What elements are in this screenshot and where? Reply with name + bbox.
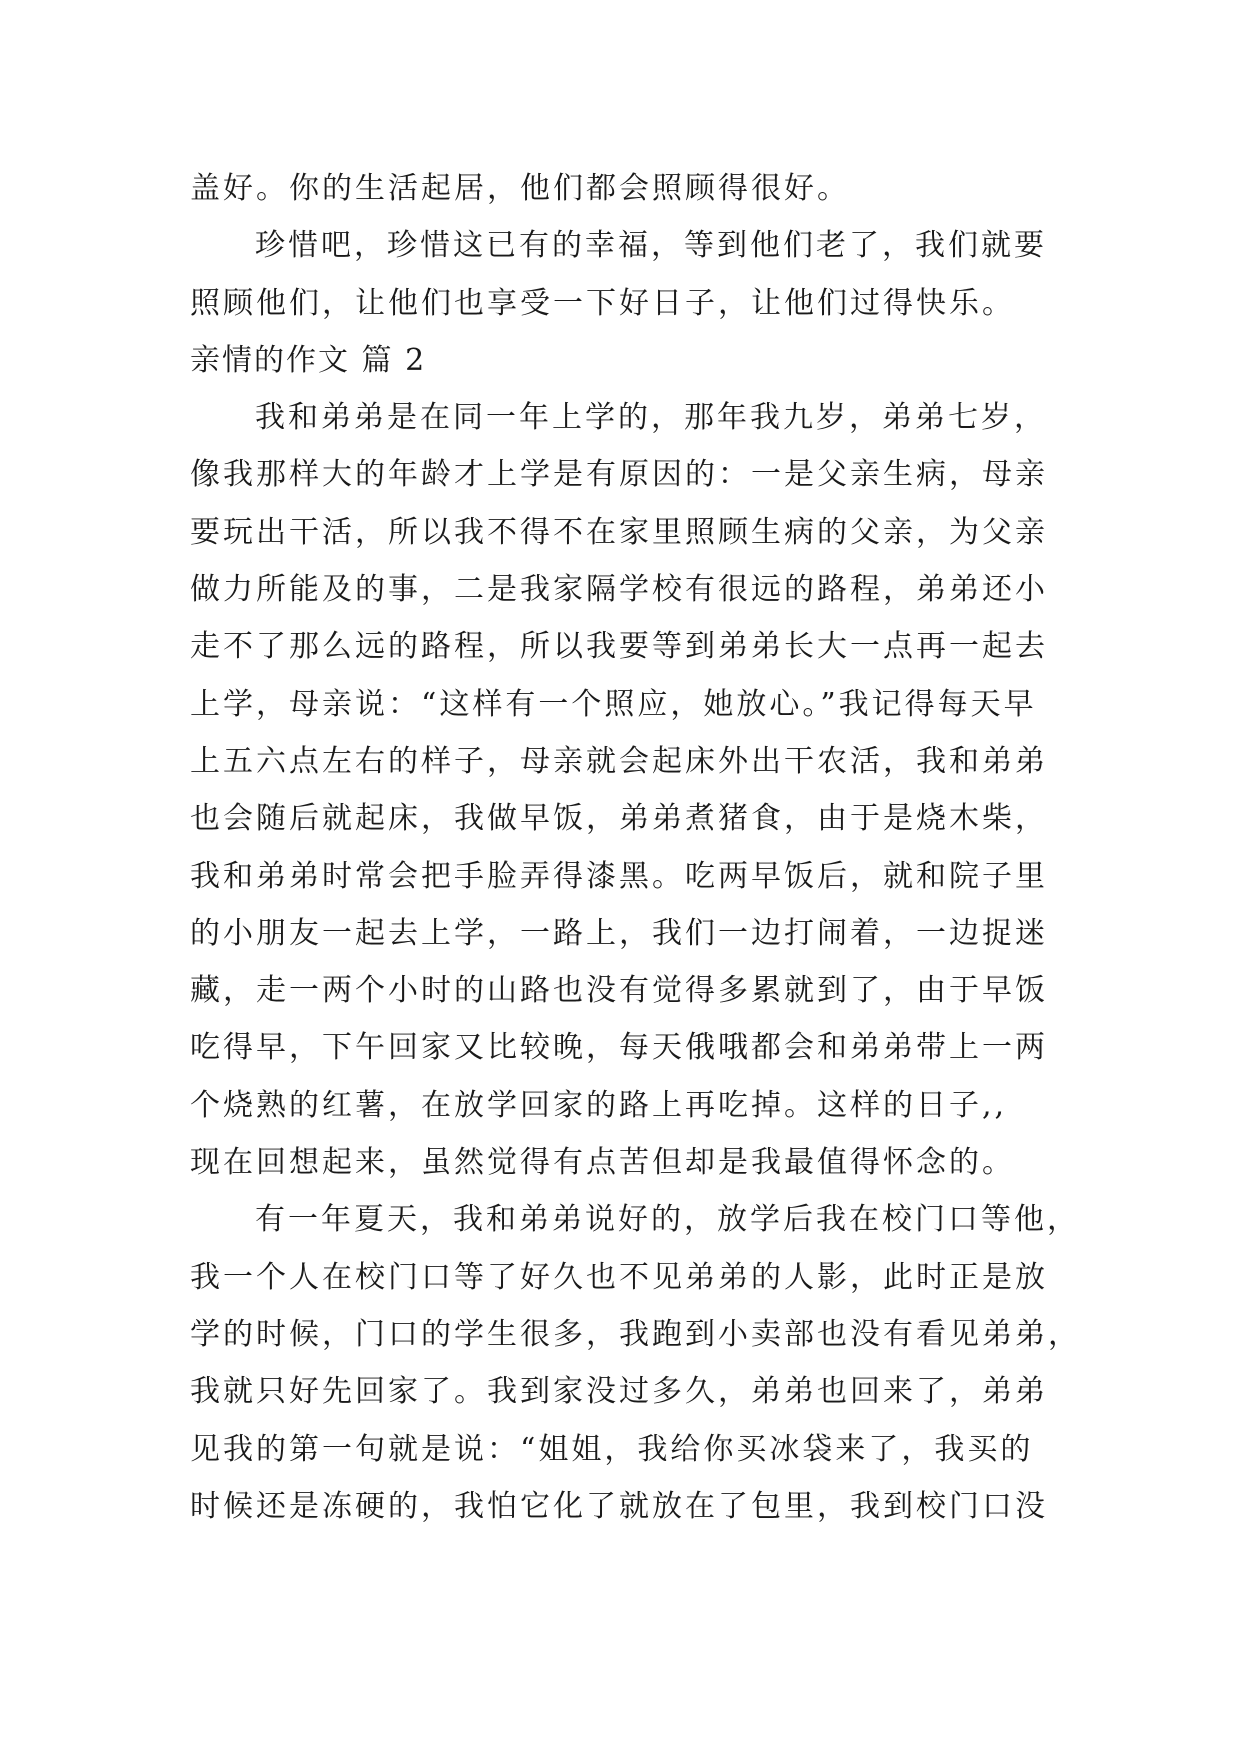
text-line: 的小朋友一起去上学，一路上，我们一边打闹着，一边捉迷 bbox=[190, 915, 1048, 951]
text-line: 我和弟弟是在同一年上学的，那年我九岁，弟弟七岁， bbox=[255, 400, 1047, 436]
text-line: 我和弟弟时常会把手脸弄得漆黑。吃两早饭后，就和院子里 bbox=[190, 858, 1048, 894]
section-heading: 亲情的作文 篇 2 bbox=[190, 342, 427, 378]
text-line: 藏，走一两个小时的山路也没有觉得多累就到了，由于早饭 bbox=[190, 973, 1048, 1009]
text-line: 现在回想起来，虽然觉得有点苦但却是我最值得怀念的。 bbox=[190, 1145, 1015, 1181]
text-line: 也会随后就起床，我做早饭，弟弟煮猪食，由于是烧木柴， bbox=[190, 801, 1048, 837]
document-body bbox=[190, 160, 1081, 1535]
text-line: 上五六点左右的样子，母亲就会起床外出干农活，我和弟弟 bbox=[190, 743, 1048, 779]
text-line: 要玩出干活，所以我不得不在家里照顾生病的父亲，为父亲 bbox=[190, 514, 1048, 550]
text-line: 见我的第一句就是说：“姐姐，我给你买冰袋来了，我买的 bbox=[190, 1431, 1034, 1467]
text-line: 走不了那么远的路程，所以我要等到弟弟长大一点再一起去 bbox=[190, 629, 1048, 665]
text-line: 照顾他们，让他们也享受一下好日子，让他们过得快乐。 bbox=[190, 285, 1015, 321]
text-line: 时候还是冻硬的，我怕它化了就放在了包里，我到校门口没 bbox=[190, 1488, 1048, 1524]
text-line: 上学，母亲说：“这样有一个照应，她放心。”我记得每天早 bbox=[190, 686, 1037, 722]
text-line: 有一年夏天，我和弟弟说好的，放学后我在校门口等他， bbox=[255, 1202, 1080, 1238]
text-line: 个烧熟的红薯，在放学回家的路上再吃掉。这样的日子,, bbox=[190, 1087, 1008, 1123]
text-line: 像我那样大的年龄才上学是有原因的：一是父亲生病，母亲 bbox=[190, 457, 1048, 493]
text-line: 珍惜吧，珍惜这已有的幸福，等到他们老了，我们就要 bbox=[255, 228, 1047, 264]
text-line: 做力所能及的事，二是我家隔学校有很远的路程，弟弟还小 bbox=[190, 572, 1048, 608]
text-line: 我就只好先回家了。我到家没过多久，弟弟也回来了，弟弟 bbox=[190, 1374, 1048, 1410]
text-line: 吃得早，下午回家又比较晚，每天俄哦都会和弟弟带上一两 bbox=[190, 1030, 1048, 1066]
text-line: 盖好。你的生活起居，他们都会照顾得很好。 bbox=[190, 171, 850, 206]
text-line: 学的时候，门口的学生很多，我跑到小卖部也没有看见弟弟， bbox=[190, 1316, 1081, 1352]
text-line: 我一个人在校门口等了好久也不见弟弟的人影，此时正是放 bbox=[190, 1259, 1048, 1295]
